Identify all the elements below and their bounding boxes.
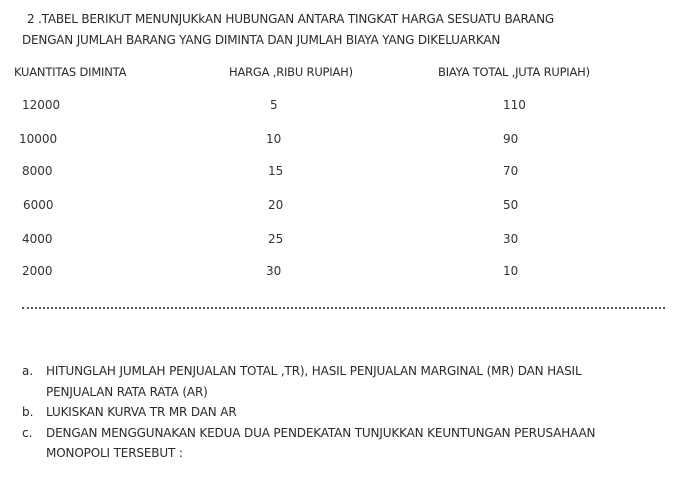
title-line-1: 2 .TABEL BERIKUT MENUNJUKkAN HUBUNGAN ANTARA TINGKAT HARGA SESUATU BARANG: [27, 12, 555, 26]
cell-price: 25: [268, 232, 284, 246]
cell-price: 5: [270, 98, 278, 112]
dotted-divider: [22, 307, 665, 309]
cell-price: 15: [268, 164, 284, 178]
cell-price: 10: [266, 132, 282, 146]
question-text: MONOPOLI TERSEBUT :: [46, 446, 183, 460]
cell-total-cost: 90: [503, 132, 519, 146]
question-text: PENJUALAN RATA RATA (AR): [46, 385, 208, 399]
cell-price: 20: [268, 198, 284, 212]
cell-quantity: 12000: [22, 98, 61, 112]
header-quantity: KUANTITAS DIMINTA: [14, 65, 127, 79]
question-marker: c.: [22, 426, 33, 440]
question-marker: a.: [22, 364, 34, 378]
cell-price: 30: [266, 264, 282, 278]
cell-quantity: 10000: [19, 132, 58, 146]
question-text: DENGAN MENGGUNAKAN KEDUA DUA PENDEKATAN TUNJUKKAN KEUNTUNGAN PERUSAHAAN: [46, 426, 596, 440]
cell-quantity: 8000: [22, 164, 53, 178]
question-marker: b.: [22, 405, 34, 419]
header-total-cost: BIAYA TOTAL ,JUTA RUPIAH): [438, 65, 590, 79]
cell-total-cost: 50: [503, 198, 519, 212]
cell-total-cost: 10: [503, 264, 519, 278]
question-text: LUKISKAN KURVA TR MR DAN AR: [46, 405, 237, 419]
cell-quantity: 6000: [23, 198, 54, 212]
title-line-2: DENGAN JUMLAH BARANG YANG DIMINTA DAN JUMLAH BIAYA YANG DIKELUARKAN: [22, 33, 501, 47]
cell-quantity: 2000: [22, 264, 53, 278]
cell-total-cost: 30: [503, 232, 519, 246]
header-price: HARGA ,RIBU RUPIAH): [229, 65, 353, 79]
question-text: HITUNGLAH JUMLAH PENJUALAN TOTAL ,TR), HASIL PENJUALAN MARGINAL (MR) DAN HASIL: [46, 364, 582, 378]
cell-total-cost: 70: [503, 164, 519, 178]
cell-total-cost: 110: [503, 98, 526, 112]
cell-quantity: 4000: [22, 232, 53, 246]
